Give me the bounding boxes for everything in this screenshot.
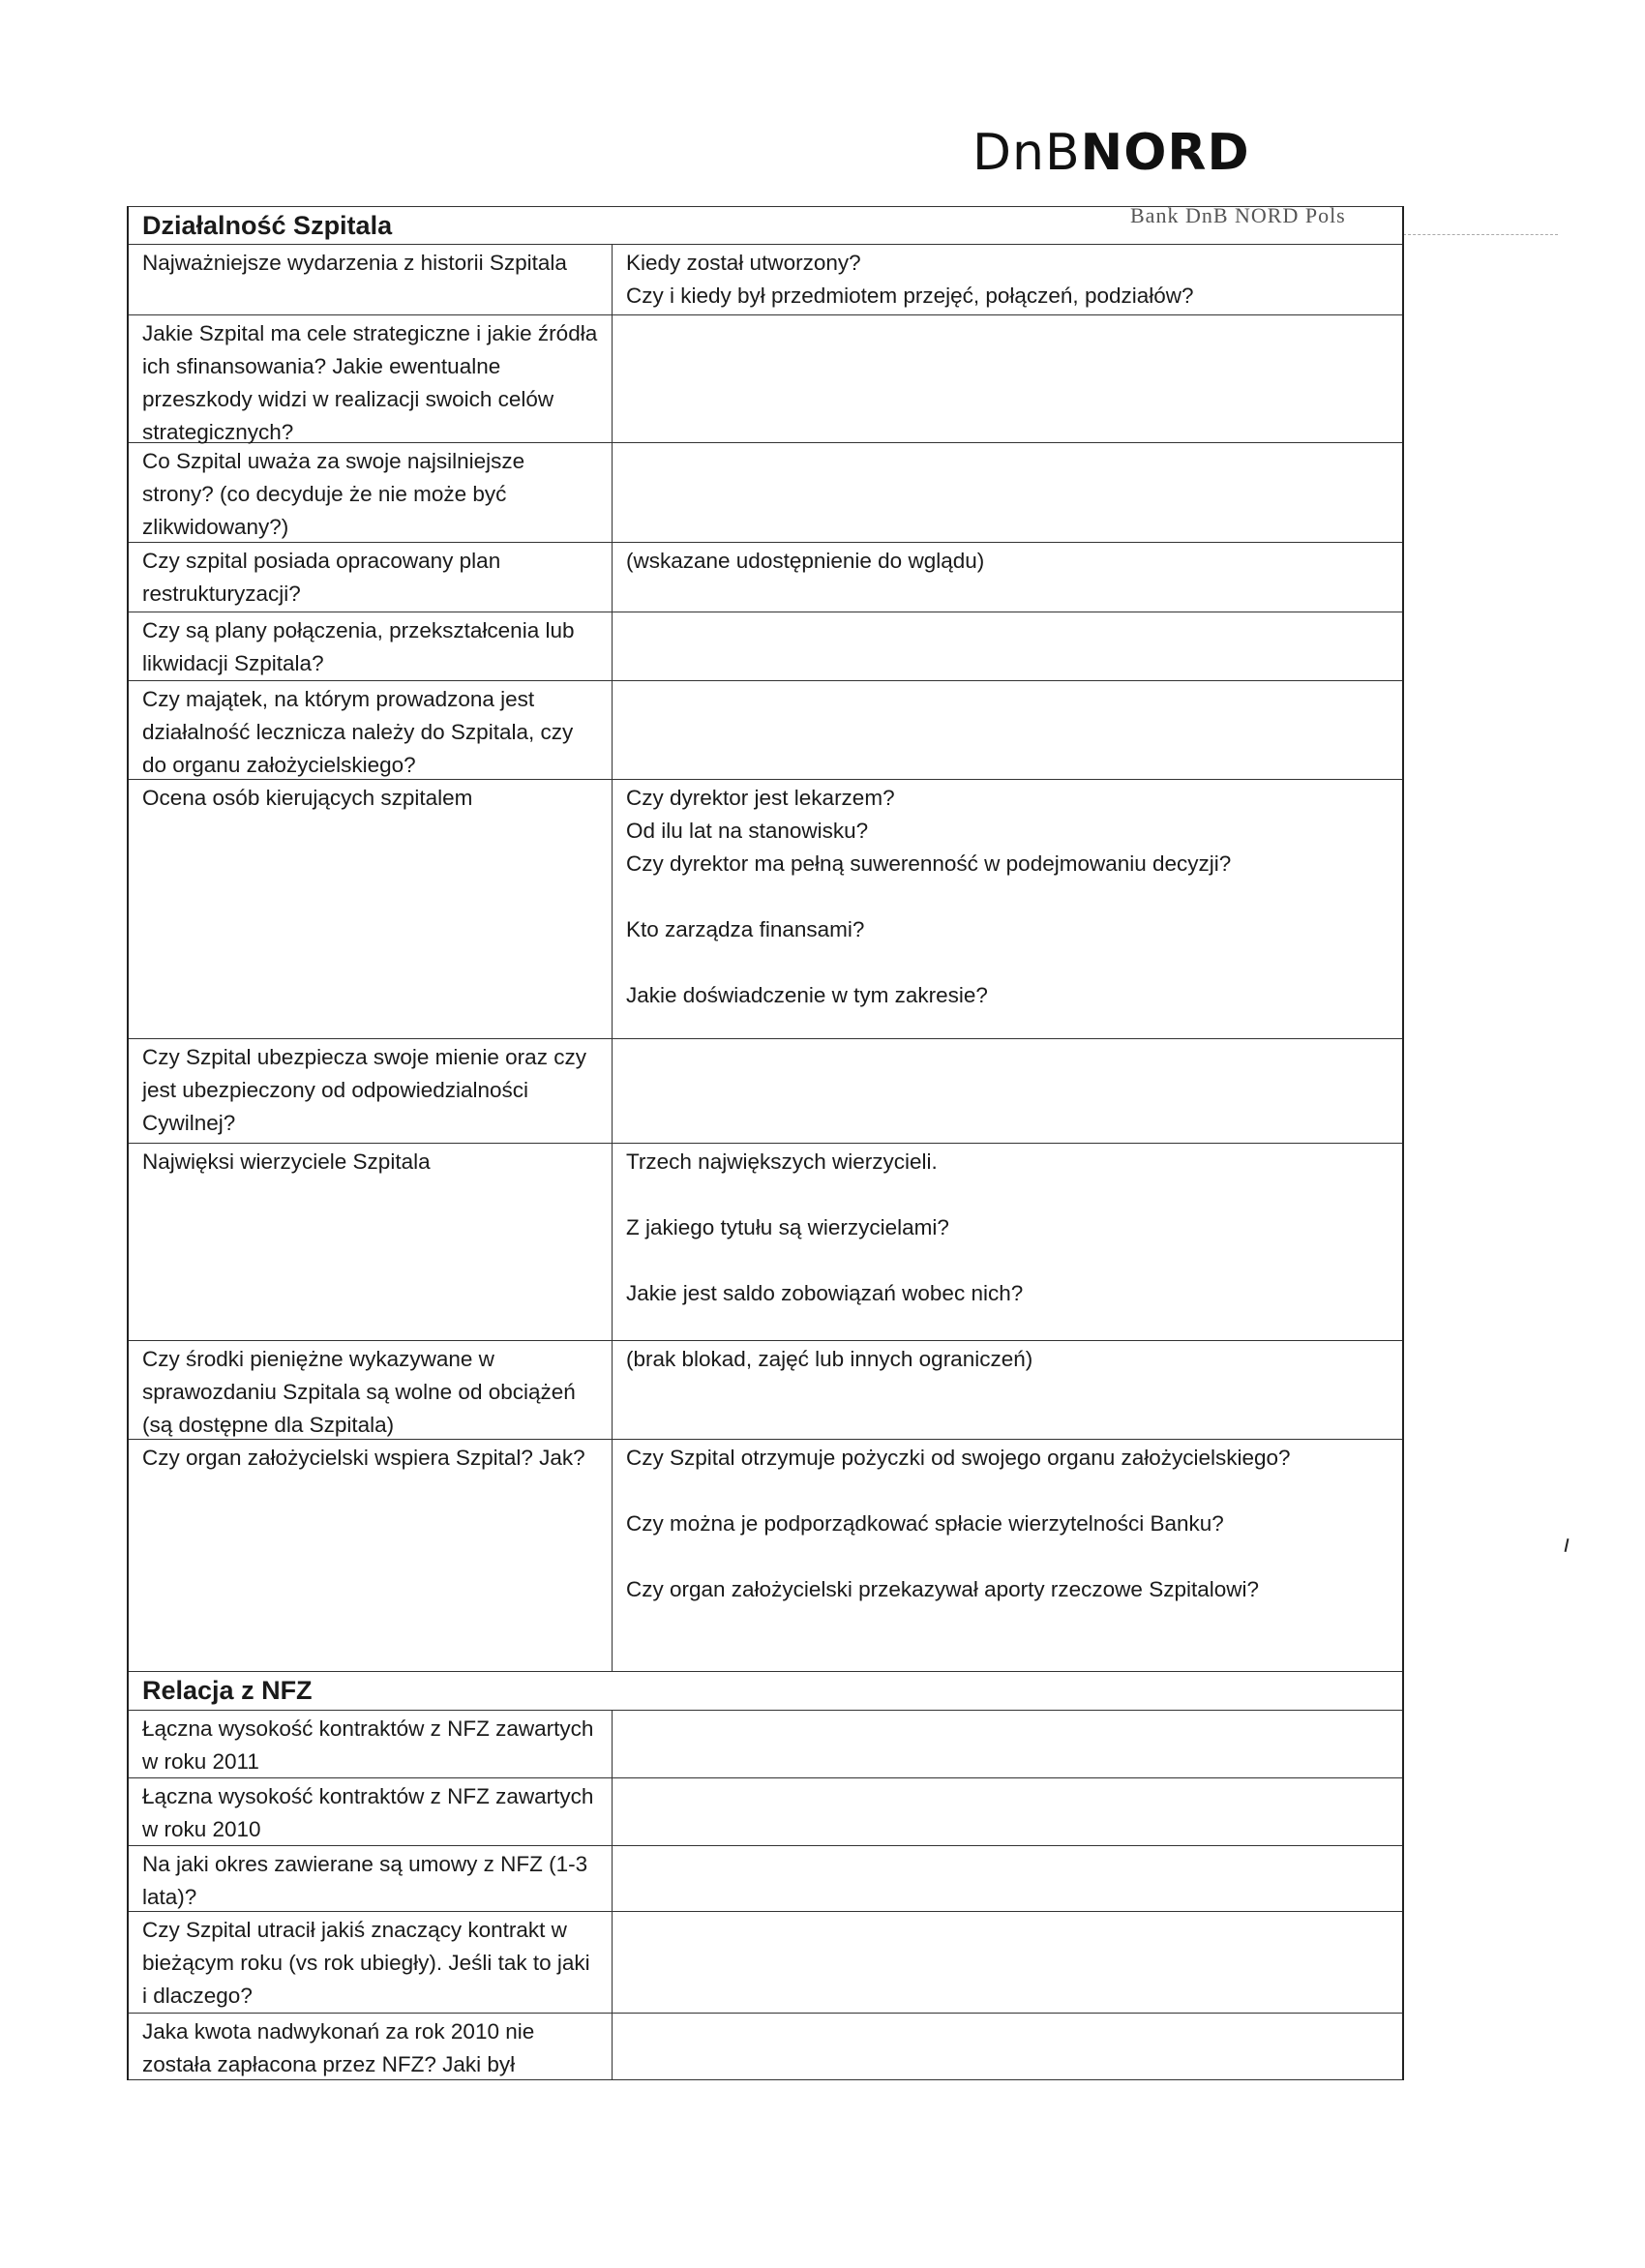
answer-cell[interactable] [613,1912,1402,2013]
guidance-note: Czy można je podporządkować spłacie wierzytelności Banku? [626,1511,1224,1536]
answer-cell[interactable] [613,1341,1402,1439]
guidance-note: Czy i kiedy był przedmiotem przejęć, połączeń, podziałów? [626,284,1194,308]
guidance-note: Czy Szpital otrzymuje pożyczki od swojego organu założycielskiego? [626,1446,1291,1470]
guidance-note [626,880,1389,913]
question-cell: Ocena osób kierujących szpitalem [129,780,613,1038]
answer-cell[interactable] [613,245,1402,314]
guidance-note: Kiedy został utworzony? [626,251,861,275]
dnb-nord-logo [972,124,1250,182]
table-row [129,680,1402,779]
answer-cell[interactable] [613,1440,1402,1671]
bank-stamp: Bank DnB NORD Pols [1130,203,1346,227]
question-cell: Jaka kwota nadwykonań za rok 2010 nie została zapłacona przez NFZ? Jaki był [129,2014,613,2079]
table-row [129,442,1402,542]
logo-dnb: DnB [972,124,1081,182]
table-row [129,1845,1402,1911]
guidance-note: (wskazane udostępnienie do wglądu) [626,549,985,573]
guidance-note: Czy dyrektor ma pełną suwerenność w podejmowaniu decyzji? [626,851,1232,876]
question-cell: Na jaki okres zawierane są umowy z NFZ (1-3 lata)? [129,1846,613,1911]
table-row [129,1439,1402,1671]
guidance-note: Kto zarządza finansami? [626,917,865,941]
answer-cell[interactable] [613,315,1402,442]
answer-cell[interactable] [613,1778,1402,1845]
margin-mark [1565,1538,1570,1552]
table-row [129,779,1402,1038]
question-cell: Czy majątek, na którym prowadzona jest działalność lecznicza należy do Szpitala, czy do organu założycielskiego? [129,681,613,779]
question-cell: Czy szpital posiada opracowany plan restrukturyzacji? [129,543,613,612]
answer-cell[interactable] [613,1144,1402,1340]
question-cell: Czy środki pieniężne wykazywane w sprawozdaniu Szpitala są wolne od obciążeń (są dostępne dla Szpitala) [129,1341,613,1439]
table-row [129,1143,1402,1340]
question-cell: Co Szpital uważa za swoje najsilniejsze strony? (co decyduje że nie może być zlikwidowany?) [129,443,613,542]
questionnaire-table [127,206,1404,2080]
table-row [129,1710,1402,1777]
question-cell: Jakie Szpital ma cele strategiczne i jakie źródła ich sfinansowania? Jakie ewentualne przeszkody widzi w realizacji swoich celów strategicznych? [129,315,613,442]
answer-cell[interactable] [613,1039,1402,1143]
guidance-note: Czy dyrektor jest lekarzem? [626,786,895,810]
table-row [129,1038,1402,1143]
table-row [129,1911,1402,2013]
guidance-note: Z jakiego tytułu są wierzycielami? [626,1215,949,1239]
question-cell: Czy Szpital utracił jakiś znaczący kontrakt w bieżącym roku (vs rok ubiegły). Jeśli tak to jaki i dlaczego? [129,1912,613,2013]
answer-cell[interactable] [613,681,1402,779]
guidance-note [626,1540,1389,1573]
question-cell: Łączna wysokość kontraktów z NFZ zawartych w roku 2010 [129,1778,613,1845]
answer-cell[interactable] [613,612,1402,680]
question-cell: Czy organ założycielski wspiera Szpital? Jak? [129,1440,613,1671]
answer-cell[interactable] [613,2014,1402,2079]
question-cell: Najwięksi wierzyciele Szpitala [129,1144,613,1340]
question-cell: Czy są plany połączenia, przekształcenia lub likwidacji Szpitala? [129,612,613,680]
guidance-note [626,1179,1389,1211]
guidance-note: (brak blokad, zajęć lub innych ograniczeń) [626,1347,1033,1371]
table-row [129,612,1402,680]
table-row [129,314,1402,442]
scan-artifact-line [1403,234,1558,235]
question-cell: Łączna wysokość kontraktów z NFZ zawartych w roku 2011 [129,1711,613,1777]
guidance-note: Trzech największych wierzycieli. [626,1149,938,1174]
guidance-note [626,946,1389,979]
section-title: Relacja z NFZ [129,1671,1402,1710]
section-title: Działalność Szpitala [129,206,1402,244]
guidance-note: Jakie doświadczenie w tym zakresie? [626,983,988,1007]
guidance-note: Czy organ założycielski przekazywał aporty rzeczowe Szpitalowi? [626,1577,1260,1601]
guidance-note [626,1244,1389,1277]
table-row [129,244,1402,314]
table-row [129,2013,1402,2080]
guidance-note: Jakie jest saldo zobowiązań wobec nich? [626,1281,1024,1305]
guidance-note: Od ilu lat na stanowisku? [626,819,869,843]
table-row [129,542,1402,612]
question-cell: Czy Szpital ubezpiecza swoje mienie oraz czy jest ubezpieczony od odpowiedzialności Cywilnej? [129,1039,613,1143]
table-row [129,1340,1402,1439]
answer-cell[interactable] [613,1846,1402,1911]
answer-cell[interactable] [613,443,1402,542]
logo-nord: NORD [1080,124,1250,182]
guidance-note [626,1475,1389,1507]
question-cell: Najważniejsze wydarzenia z historii Szpitala [129,245,613,314]
answer-cell[interactable] [613,543,1402,612]
table-row [129,1777,1402,1845]
answer-cell[interactable] [613,1711,1402,1777]
answer-cell[interactable] [613,780,1402,1038]
